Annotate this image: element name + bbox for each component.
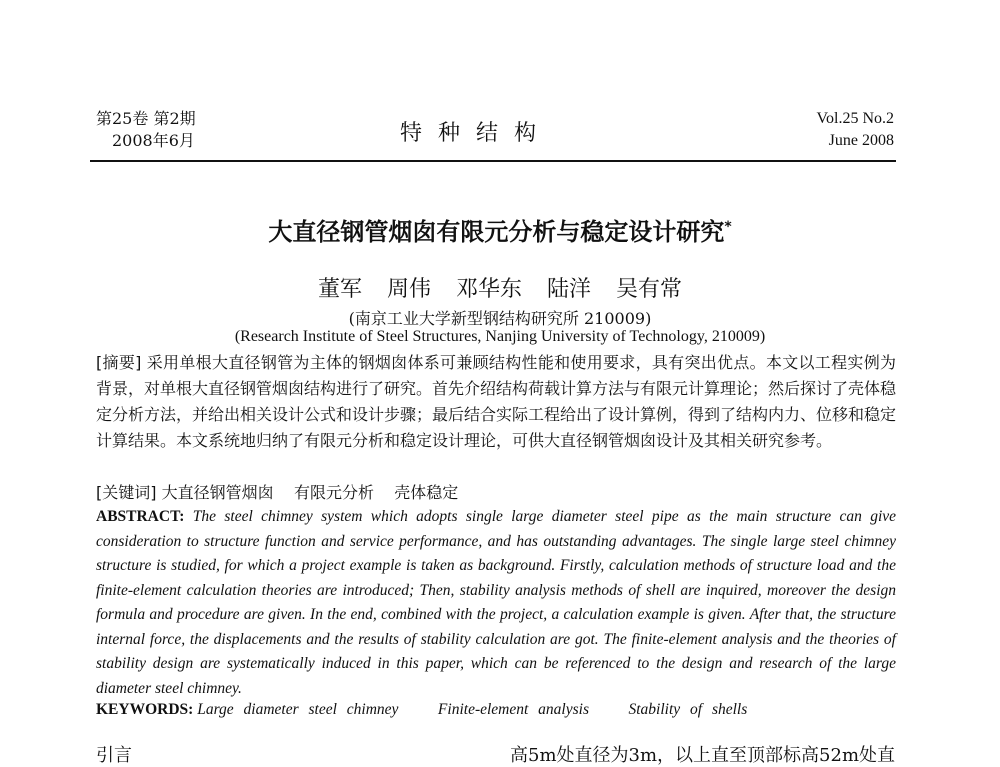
keywords-en-label: KEYWORDS: <box>96 701 194 718</box>
header-rule <box>90 160 896 162</box>
intro-heading: 引言 <box>96 745 132 766</box>
affiliation-en: (Research Institute of Steel Structures, Nanjing University of Technology, 210009) <box>234 328 766 345</box>
header-left <box>96 108 196 152</box>
paper-title <box>0 212 1000 247</box>
keywords-cn <box>96 480 896 506</box>
abstract-cn-text: 采用单根大直径钢管为主体的钢烟囱体系可兼顾结构性能和使用要求，具有突出优点。本文以工程实例为背景，对单根大直径钢管烟囱结构进行了研究。首先介绍结构荷载计算方法与有限元计算理论；然后探讨了壳体稳定分析方法，并给出相关设计公式和设计步骤；最后结合实际工程给出了设计算例，得到了结构内力、位移和稳定计算结果。本文系统地归纳了有限元分析和稳定设计理论，可供大直径钢管烟囱设计及其相关研究参考。 <box>96 353 897 450</box>
volume-issue-en: Vol.25 No.2 <box>816 110 894 127</box>
body-text-fragment: 高5m处直径为3m，以上直至顶部标高52m处直 <box>510 745 896 766</box>
keywords-cn-text: 大直径钢管烟囱 有限元分析 壳体稳定 <box>161 483 459 502</box>
abstract-en-label: ABSTRACT: <box>96 508 185 525</box>
date-cn: 2008年6月 <box>112 131 195 150</box>
affiliation-cn: (南京工业大学新型钢结构研究所 210009) <box>348 309 652 328</box>
abstract-cn-label: [摘要] <box>96 353 142 372</box>
abstract-en <box>96 505 896 701</box>
header-right <box>770 108 894 152</box>
title-text: 大直径钢管烟囱有限元分析与稳定设计研究 <box>268 218 725 246</box>
authors: 董军 周伟 邓华东 陆洋 吴有常 <box>318 277 682 302</box>
keywords-cn-label: [关键词] <box>96 483 157 502</box>
title-footnote-mark: * <box>724 219 732 235</box>
abstract-cn <box>96 350 896 454</box>
journal-name: 特种结构 <box>400 121 553 146</box>
keywords-en <box>96 698 896 722</box>
abstract-en-text: The steel chimney system which adopts single large diameter steel pipe as the main structure can give consideration to structure function and service performance, and has outstanding advantages. The single large steel chimney structure is studied, for which a project example is taken as background. Firstly, calculation methods of structure load and the finite-element calculation theories are introduced; Then, stability analysis methods of shell are inquired, moreover the design formula and procedure are given. In the end, combined with the project, a calculation example is given. After that, the structure internal force, the displacements and the results of stability calculation are got. The finite-element analysis and the theories of stability design are systematically induced in this paper, which can be referenced to the design and research of the large diameter steel chimney. <box>96 508 897 697</box>
keywords-en-text: Large diameter steel chimney Finite-element analysis Stability of shells <box>197 701 748 718</box>
volume-issue-cn: 第25卷 第2期 <box>96 109 196 128</box>
date-en: June 2008 <box>828 132 894 149</box>
